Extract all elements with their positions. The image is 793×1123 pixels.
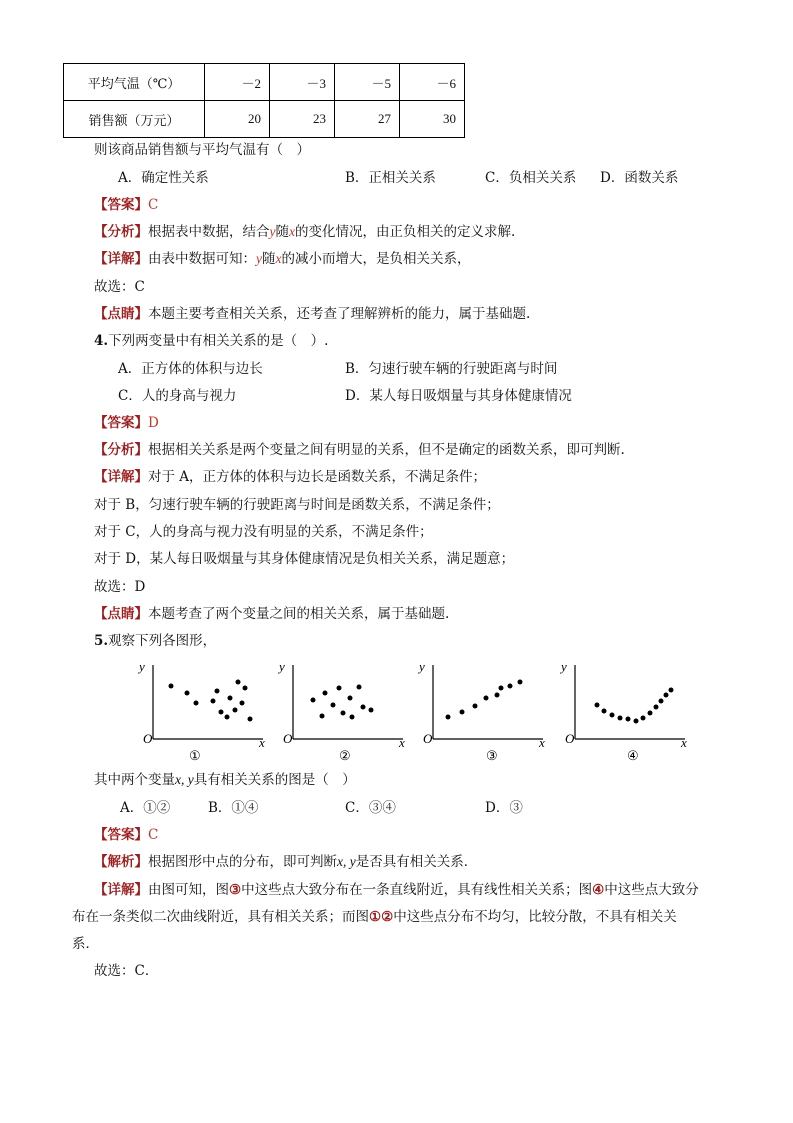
analysis-text: 的变化情况，由正负相关的定义求解. <box>295 224 516 240</box>
data-points <box>446 680 523 720</box>
data-point <box>659 699 664 704</box>
data-point <box>369 708 374 713</box>
data-point <box>185 691 190 696</box>
data-point <box>518 680 523 685</box>
detail-text: 布在一条类似二次曲线附近，具有相关关系；而图 <box>72 909 369 925</box>
data-point <box>654 705 659 710</box>
data-point <box>233 708 238 713</box>
data-point <box>361 705 366 710</box>
data-point <box>194 701 199 706</box>
figure-number: ② <box>339 748 351 763</box>
origin-label: O <box>423 731 433 746</box>
answer-tag: 【答案】 <box>94 197 148 213</box>
q5-option-c: C．③④ <box>345 800 396 816</box>
data-point <box>664 693 669 698</box>
analysis-vars: x, y <box>337 854 356 869</box>
question-vars: x, y <box>175 772 194 787</box>
q4-analysis <box>94 440 625 460</box>
q4-option-d: D．某人每日吸烟量与其身体健康情况 <box>345 388 572 404</box>
data-points <box>169 680 253 722</box>
data-point <box>350 715 355 720</box>
detail-tag: 【详解】 <box>94 882 148 898</box>
data-point <box>495 693 500 698</box>
q5-detail-line <box>72 907 677 927</box>
comment-text: 本题主要考查相关关系，还考查了理解辨析的能力，属于基础题. <box>148 306 531 322</box>
table-cell: －6 <box>400 64 465 101</box>
data-point <box>499 686 504 691</box>
figure-ref: ③ <box>229 882 242 898</box>
question-number: 5. <box>94 633 109 649</box>
q3-comment <box>94 304 530 324</box>
data-point <box>508 684 513 689</box>
question-text: 具有相关关系的图是（ ） <box>193 772 356 788</box>
q5-detail <box>94 880 699 900</box>
analysis-text: 是否具有相关关系． <box>355 854 478 870</box>
answer-value: C <box>148 197 159 213</box>
answer-value: D <box>148 415 159 431</box>
figure-number: ③ <box>486 748 498 763</box>
question-text: 观察下列各图形， <box>108 633 217 649</box>
table-row <box>64 64 465 101</box>
y-axis-label: y <box>561 659 567 674</box>
q4-detail <box>94 467 486 487</box>
data-point <box>648 711 653 716</box>
question-text: 其中两个变量 <box>94 772 175 788</box>
x-axis-label: x <box>259 735 265 750</box>
q5-question <box>94 770 356 790</box>
scatter-figure-1 <box>135 655 270 765</box>
detail-tag: 【详解】 <box>94 469 148 485</box>
data-point <box>240 701 245 706</box>
data-point <box>357 685 362 690</box>
data-points <box>311 685 374 720</box>
data-point <box>348 696 353 701</box>
comment-tag: 【点睛】 <box>94 606 148 622</box>
data-point <box>225 715 230 720</box>
data-point <box>618 716 623 721</box>
question-number: 4. <box>94 333 109 349</box>
data-point <box>460 710 465 715</box>
table-row <box>64 101 465 138</box>
detail-text: 对于 A，正方体的体积与边长是函数关系，不满足条件； <box>148 469 487 485</box>
table-cell: 27 <box>335 101 400 138</box>
data-point <box>211 699 216 704</box>
data-point <box>341 711 346 716</box>
x-axis-label: x <box>399 735 405 750</box>
detail-text: 由表中数据可知： <box>148 251 256 267</box>
x-axis-label: x <box>539 735 545 750</box>
q4-detail-line: 对于 C，人的身高与视力没有明显的关系，不满足条件； <box>94 524 433 540</box>
answer-tag: 【答案】 <box>94 415 148 431</box>
analysis-text: 根据表中数据，结合 <box>148 224 270 240</box>
table-cell: 23 <box>270 101 335 138</box>
data-point <box>236 680 241 685</box>
table-cell: －3 <box>270 64 335 101</box>
q4-detail-line: 对于 D，某人每日吸烟量与其身体健康情况是负相关关系，满足题意； <box>94 551 515 567</box>
x-axis-label: x <box>681 735 687 750</box>
figure-number: ① <box>189 748 201 763</box>
origin-label: O <box>283 731 293 746</box>
detail-text: 的减小而增大，是负相关关系， <box>281 251 471 267</box>
q5-choose: 故选：C． <box>94 963 159 979</box>
q5-stem <box>94 631 216 651</box>
data-point <box>602 709 607 714</box>
data-point <box>595 703 600 708</box>
analysis-tag: 【分析】 <box>94 442 148 458</box>
q4-option-c: C．人的身高与视力 <box>118 388 237 404</box>
y-axis-label: y <box>139 659 145 674</box>
table-row-header: 销售额（万元） <box>64 101 205 138</box>
data-points <box>595 688 674 724</box>
data-point <box>248 717 253 722</box>
q5-detail-line: 系． <box>72 936 99 952</box>
data-point <box>484 696 489 701</box>
detail-tag: 【详解】 <box>94 251 148 267</box>
analysis-text: 根据相关关系是两个变量之间有明显的关系，但不是确定的函数关系，即可判断. <box>148 442 625 458</box>
q4-option-a: A．正方体的体积与边长 <box>118 361 263 377</box>
origin-label: O <box>143 731 153 746</box>
comment-text: 本题考查了两个变量之间的相关关系，属于基础题. <box>148 606 450 622</box>
var-x: x <box>275 251 282 266</box>
q3-answer <box>94 195 158 215</box>
q4-answer <box>94 413 159 433</box>
temperature-sales-table <box>63 63 465 138</box>
q4-detail-line: 对于 B，匀速行驶车辆的行驶距离与时间是函数关系，不满足条件； <box>94 497 500 513</box>
figure-ref: ④ <box>592 882 605 898</box>
y-axis-label: y <box>419 659 425 674</box>
q3-analysis <box>94 222 515 242</box>
data-point <box>228 696 233 701</box>
data-point <box>215 689 220 694</box>
figure-number: ④ <box>627 748 639 763</box>
var-x: x <box>289 224 295 239</box>
figure-ref: ①② <box>369 909 394 925</box>
data-point <box>323 691 328 696</box>
q4-choose: 故选：D <box>94 579 146 595</box>
data-point <box>641 716 646 721</box>
data-point <box>634 719 639 724</box>
table-cell: 20 <box>205 101 270 138</box>
comment-tag: 【点睛】 <box>94 306 148 322</box>
table-row-header: 平均气温（℃） <box>64 64 205 101</box>
data-point <box>473 704 478 709</box>
q5-answer <box>94 825 158 845</box>
q4-option-b: B．匀速行驶车辆的行驶距离与时间 <box>345 361 558 377</box>
scatter-figure-3 <box>415 655 550 765</box>
y-axis-label: y <box>279 659 285 674</box>
analysis-tag: 【解析】 <box>94 854 148 870</box>
data-point <box>669 688 674 693</box>
scatter-figure-2 <box>275 655 410 765</box>
var-y: y <box>269 224 276 239</box>
table-cell: 30 <box>400 101 465 138</box>
detail-text: 由图可知，图 <box>148 882 229 898</box>
q5-option-a: A．①② <box>120 800 171 816</box>
data-point <box>320 714 325 719</box>
q3-option-b: B．正相关关系 <box>345 170 436 186</box>
q3-option-a: A．确定性关系 <box>118 170 209 186</box>
question-text: 下列两变量中有相关关系的是（ ）. <box>108 333 329 349</box>
q4-comment <box>94 604 449 624</box>
data-point <box>626 717 631 722</box>
q5-option-b: B．①④ <box>208 800 259 816</box>
table-cell: －2 <box>205 64 270 101</box>
answer-tag: 【答案】 <box>94 827 148 843</box>
q3-option-c: C．负相关关系 <box>485 170 577 186</box>
analysis-text: 随 <box>275 224 289 240</box>
data-point <box>219 710 224 715</box>
data-point <box>243 686 248 691</box>
data-point <box>311 698 316 703</box>
detail-text: 中这些点大致分 <box>604 882 699 898</box>
origin-label: O <box>565 731 575 746</box>
q4-stem <box>94 331 328 351</box>
q3-choose: 故选：C <box>94 279 145 295</box>
data-point <box>331 703 336 708</box>
q3-detail <box>94 249 471 269</box>
q5-analysis <box>94 852 477 872</box>
data-point <box>446 715 451 720</box>
data-point <box>169 684 174 689</box>
table-cell: －5 <box>335 64 400 101</box>
var-y: y <box>256 251 262 266</box>
q5-option-d: D．③ <box>485 800 523 816</box>
data-point <box>610 713 615 718</box>
q3-option-d: D．函数关系 <box>600 170 679 186</box>
analysis-tag: 【分析】 <box>94 224 148 240</box>
q3-stem: 则该商品销售额与平均气温有（ ） <box>94 142 310 158</box>
scatter-figure-4 <box>557 655 692 765</box>
detail-text: 中这些点大致分布在一条直线附近，具有线性相关关系；图 <box>241 882 593 898</box>
data-point <box>337 686 342 691</box>
detail-text: 随 <box>262 251 276 267</box>
answer-value: C <box>148 827 159 843</box>
analysis-text: 根据图形中点的分布，即可判断 <box>148 854 337 870</box>
detail-text: 中这些点分布不均匀，比较分散，不具有相关关 <box>393 909 677 925</box>
